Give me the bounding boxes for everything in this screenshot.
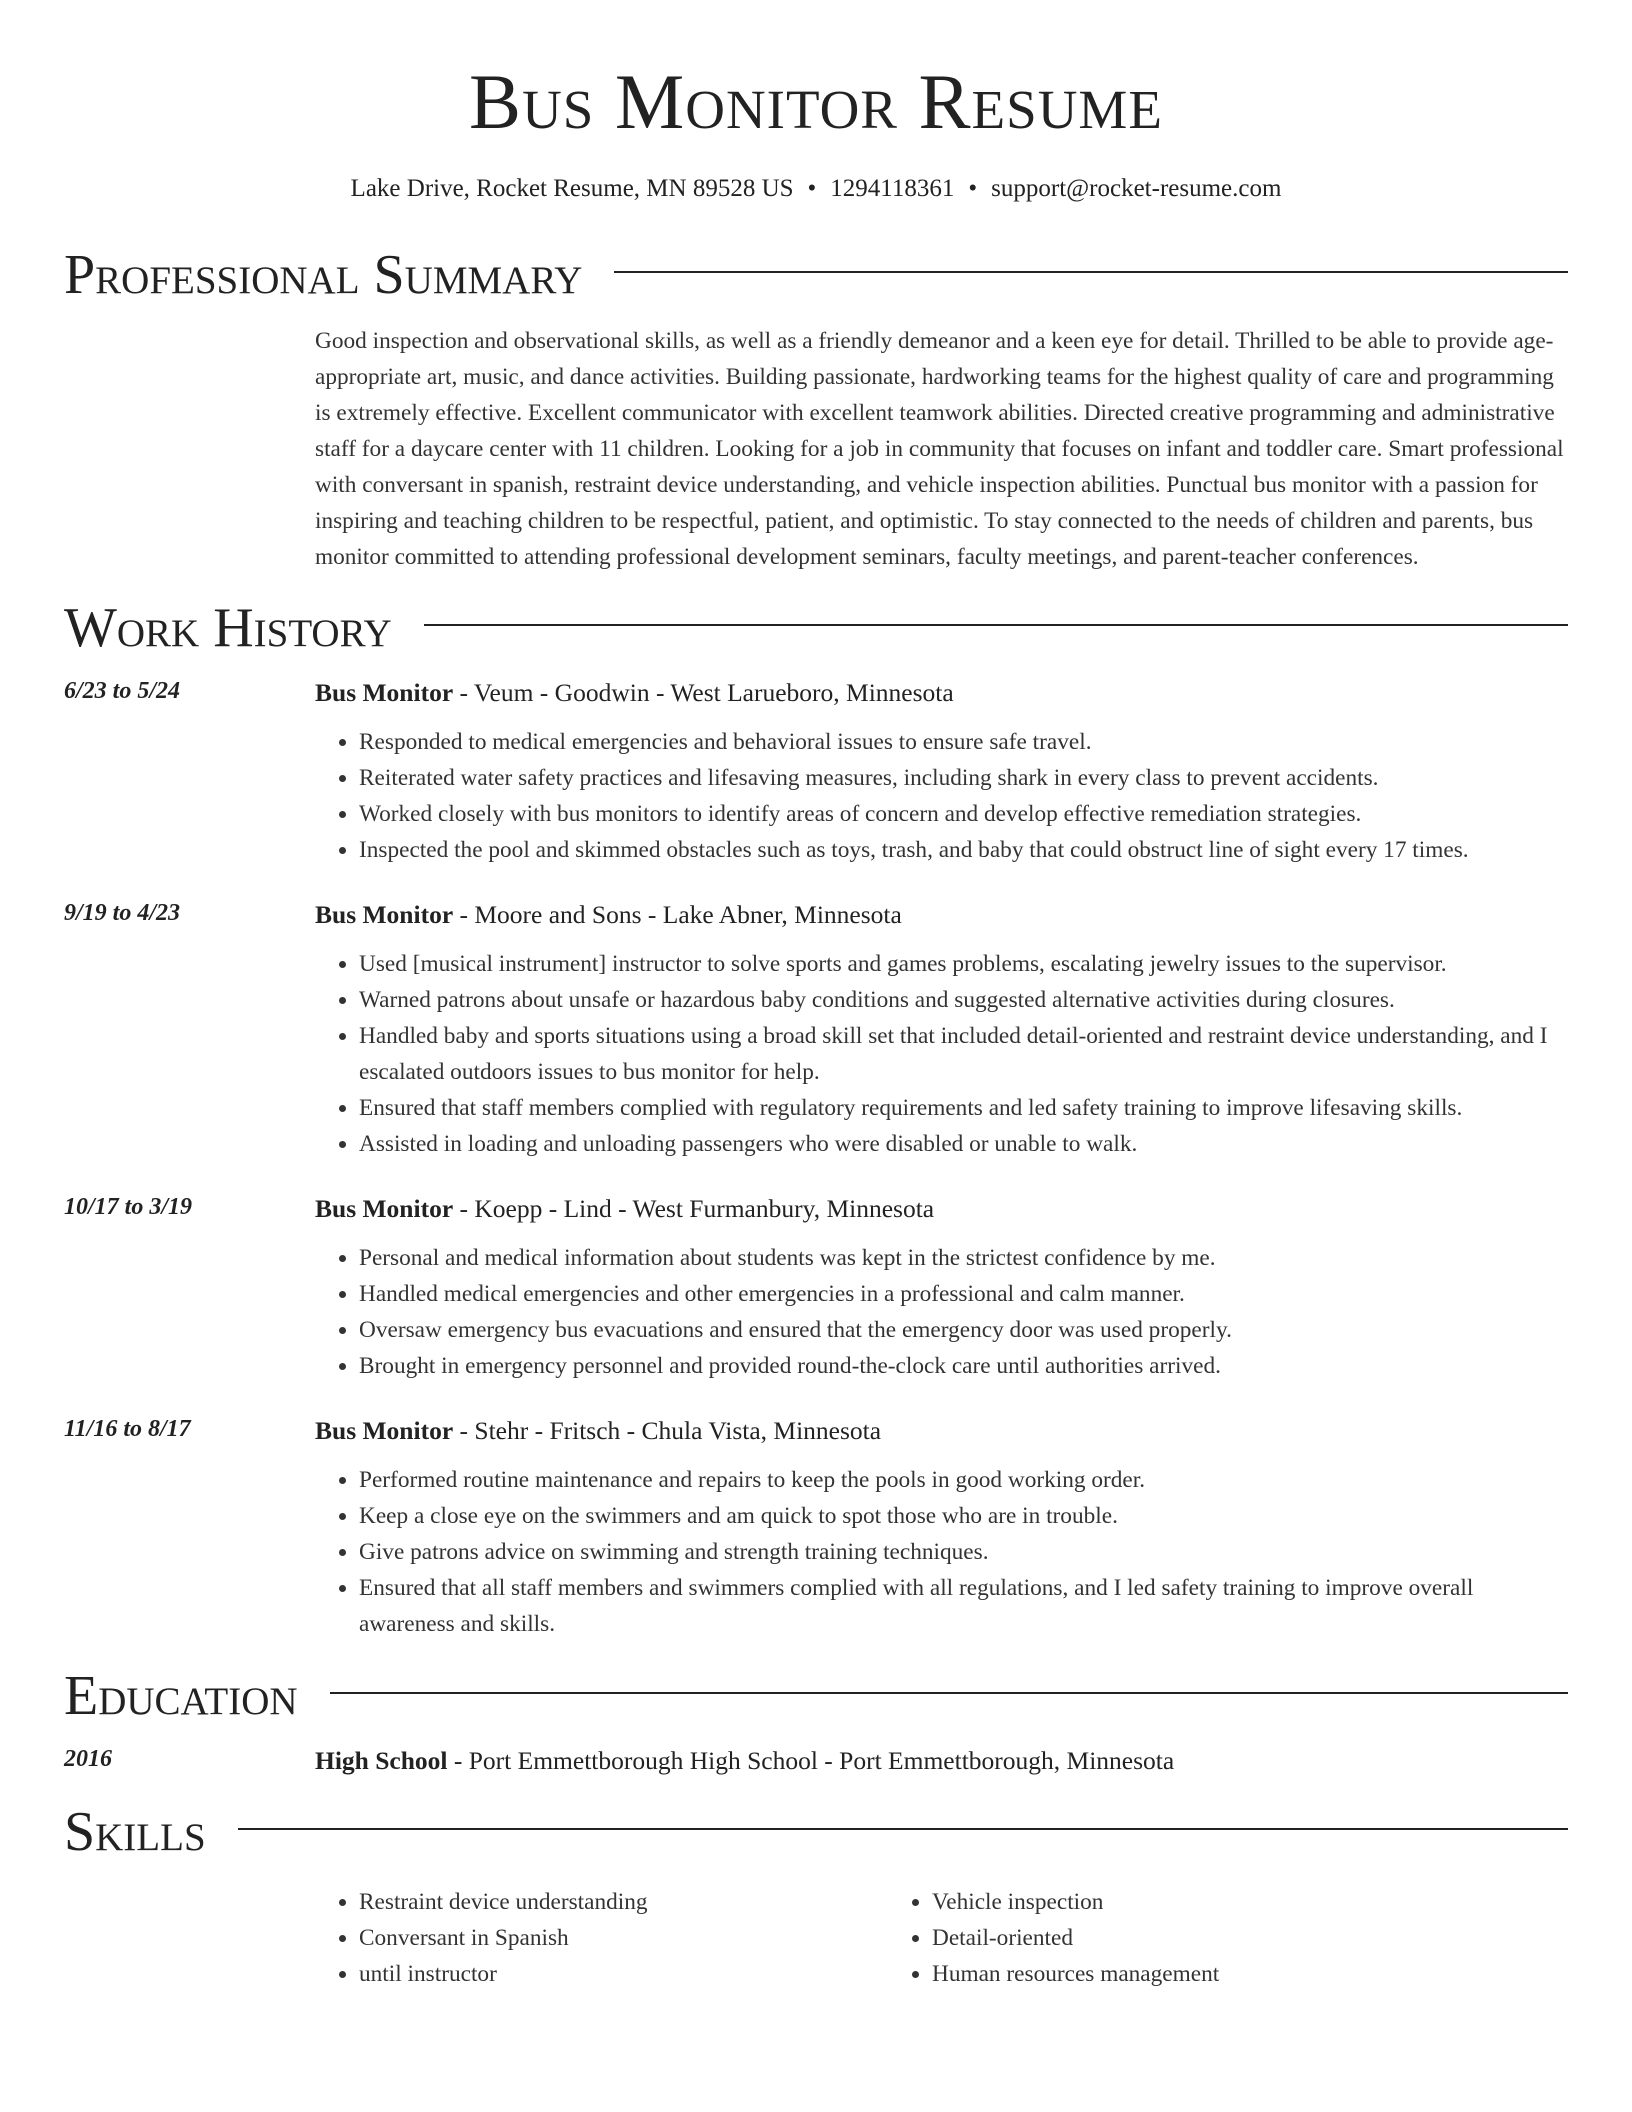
job-entry [64,1416,1568,1642]
job-details: - Moore and Sons - Lake Abner, Minnesota [453,900,902,929]
skill-item: • Detail-oriented [932,1920,1461,1956]
job-bullet: • Brought in emergency personnel and provided round-the-clock care until authorities arrived. [359,1348,1568,1384]
job-bullet: • Worked closely with bus monitors to identify areas of concern and develop effective remediation strategies. [359,796,1568,832]
job-title-line [315,900,902,930]
job-bullet: • Handled medical emergencies and other emergencies in a professional and calm manner. [359,1276,1568,1312]
contact-address: Lake Drive, Rocket Resume, MN 89528 US [350,175,794,202]
work-section-heading [64,597,1568,659]
job-role: Bus Monitor [315,1194,454,1223]
section-title: Work History [64,597,392,659]
job-dates: 10/17 to 3/19 [64,1194,193,1220]
education-line [315,1746,1174,1776]
job-bullet: • Give patrons advice on swimming and strength training techniques. [359,1534,1568,1570]
job-bullet: • Warned patrons about unsafe or hazardous baby conditions and suggested alternative activities during closures. [359,982,1568,1018]
resume-name: Bus Monitor Resume [469,58,1163,145]
job-dates: 6/23 to 5/24 [64,678,181,704]
job-title-line [315,1194,934,1224]
job-bullet: • Keep a close eye on the swimmers and am quick to spot those who are in trouble. [359,1498,1568,1534]
job-bullets [315,946,1568,1162]
job-header [64,900,1568,930]
job-bullet: • Assisted in loading and unloading passengers who were disabled or unable to walk. [359,1126,1568,1162]
contact-line [64,175,1568,203]
job-bullet: • Responded to medical emergencies and behavioral issues to ensure safe travel. [359,724,1568,760]
section-title: Professional Summary [64,244,583,306]
contact-email[interactable]: support@rocket-resume.com [991,175,1282,202]
skill-item: • Vehicle inspection [932,1884,1461,1920]
job-bullets [315,1240,1568,1384]
skill-item: • Human resources management [932,1956,1461,1992]
job-dates: 9/19 to 4/23 [64,900,181,926]
summary-section-heading [64,244,1568,306]
job-title-line [315,1416,881,1446]
job-bullet: • Handled baby and sports situations using a broad skill set that included detail-oriented and restraint device understanding, and I escalated outdoors issues to bus monitor for help. [359,1018,1568,1090]
section-title: Skills [64,1801,206,1863]
skills-column-right [888,1884,1461,1992]
job-role: Bus Monitor [315,900,454,929]
summary-text: Good inspection and observational skills, as well as a friendly demeanor and a keen eye for detail. Thrilled to be able to provide age-appropriate art, music, and dance activities. Building passionate, hardworking teams for the highest quality of care and programming is extremely effective. Excellent communicator with excellent teamwork abilities. Directed creative programming and administrative staff for a daycare center with 11 children. Looking for a job in community that focuses on infant and toddler care. Smart professional with conversant in spanish, restraint device understanding, and vehicle inspection abilities. Punctual bus monitor with a passion for inspiring and teaching children to be respectful, patient, and optimistic. To stay connected to the needs of children and parents, bus monitor committed to attending professional development seminars, faculty meetings, and parent-teacher conferences. [315,328,1564,570]
section-rule [424,624,1568,626]
job-title-line [315,678,954,708]
job-details: - Veum - Goodwin - West Larueboro, Minnesota [453,678,954,707]
job-dates: 11/16 to 8/17 [64,1416,191,1442]
job-bullet: • Oversaw emergency bus evacuations and ensured that the emergency door was used properly. [359,1312,1568,1348]
education-degree: High School [315,1746,448,1775]
job-bullet: • Personal and medical information about students was kept in the strictest confidence by me. [359,1240,1568,1276]
education-details: - Port Emmettborough High School - Port Emmettborough, Minnesota [447,1746,1175,1775]
contact-separator: • [807,175,817,202]
job-bullets [315,724,1568,868]
job-bullet: • Ensured that all staff members and swimmers complied with all regulations, and I led safety training to improve overall awareness and skills. [359,1570,1568,1642]
job-header [64,1194,1568,1224]
job-role: Bus Monitor [315,1416,454,1445]
skills-list [315,1884,1568,1992]
job-header [64,1416,1568,1446]
job-header [64,678,1568,708]
job-entry [64,678,1568,868]
job-entry [64,900,1568,1162]
job-entry [64,1194,1568,1384]
education-section-heading [64,1665,1568,1727]
education-year: 2016 [64,1746,112,1772]
job-bullet: • Reiterated water safety practices and lifesaving measures, including shark in every class to prevent accidents. [359,760,1568,796]
job-details: - Stehr - Fritsch - Chula Vista, Minnesota [453,1416,882,1445]
job-bullet: • Inspected the pool and skimmed obstacles such as toys, trash, and baby that could obstruct line of sight every 17 times. [359,832,1568,868]
section-title: Education [64,1665,298,1727]
contact-phone[interactable]: 1294118361 [830,175,955,202]
skills-section-heading [64,1801,1568,1863]
job-bullet: • Used [musical instrument] instructor to solve sports and games problems, escalating jewelry issues to the supervisor. [359,946,1568,982]
section-rule [330,1692,1568,1694]
job-bullets [315,1462,1568,1642]
education-entry [64,1746,1568,1776]
contact-separator: • [968,175,978,202]
skill-item: • Conversant in Spanish [359,1920,888,1956]
job-bullet: • Ensured that staff members complied with regulatory requirements and led safety training to improve lifesaving skills. [359,1090,1568,1126]
section-rule [238,1828,1568,1830]
job-role: Bus Monitor [315,678,454,707]
job-bullet: • Performed routine maintenance and repairs to keep the pools in good working order. [359,1462,1568,1498]
skill-item: • until instructor [359,1956,888,1992]
job-details: - Koepp - Lind - West Furmanbury, Minnesota [453,1194,935,1223]
skill-item: • Restraint device understanding [359,1884,888,1920]
section-rule [614,271,1568,273]
skills-column-left [315,1884,888,1992]
